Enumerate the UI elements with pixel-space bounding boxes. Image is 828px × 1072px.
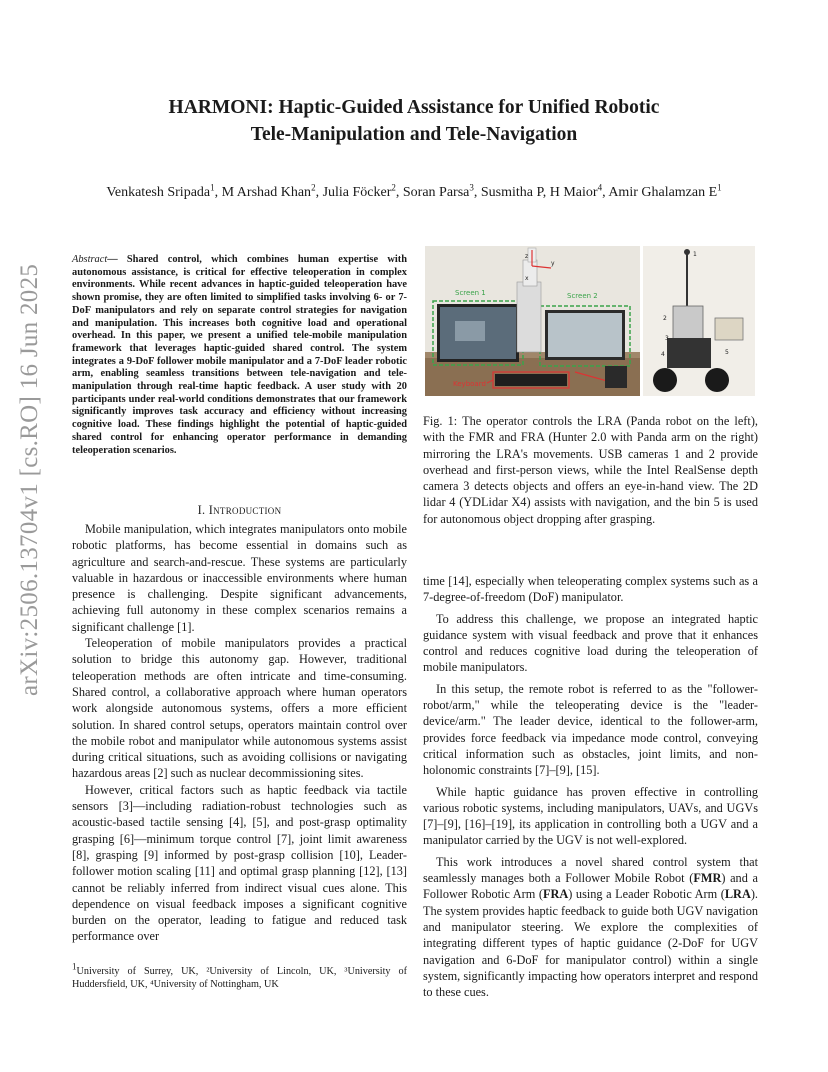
author-name: M Arshad Khan <box>221 185 312 200</box>
affiliation-mark: 1 <box>717 182 722 193</box>
setup-illustration <box>425 246 755 396</box>
term-fra: FRA <box>542 887 569 902</box>
figure-1-photo <box>425 246 755 396</box>
affiliation-mark: 1 <box>72 961 77 972</box>
affiliation-mark: 3 <box>469 182 474 193</box>
affiliations-footnote <box>72 961 407 991</box>
axis-y-label: y <box>551 260 555 267</box>
paragraph: Teleoperation of mobile manipulators provides a practical solution to bridge this autonomy gap. However, traditional teleoperation methods are often intricate and time-consuming. Shared control, a collaborative approach where human operators work alongside autonomous systems, offers a more efficient solution. In shared control setups, operators maintain control over the mobile robot and manipulator while autonomous systems assist during critical situations, such as avoiding collisions or navigating hazardous areas [2] such as nuclear decommissioning sites. <box>72 636 407 781</box>
keyboard-label: Keyboard <box>453 380 486 388</box>
marker-3: 3 <box>665 335 669 342</box>
figure-1-caption: Fig. 1: The operator controls the LRA (Panda robot on the left), with the FMR and FRA (Hunter 2.0 with Panda arm on the right) mirroring the LRA's movements. USB cameras 1 and 2 provide overhead and first-person views, while the Intel RealSense depth camera 3 detects objects and offers an eye-in-hand view. The 2D lidar 4 (YDLidar X4) assists with navigation, and the bin 5 is used for autonomous object dropping after grasping. <box>423 414 758 526</box>
marker-4: 4 <box>661 351 665 358</box>
abstract: Abstract— Shared control, which combines human expertise with autonomous assistance, is critical for effective teleoperation in complex environments. While recent advances in haptic-guided teleoperation have shown promise, they are often limited to simplified tasks involving 6- or 7-DoF manipulators and rely on separate control strategies for navigation and manipulation. This increases both cognitive load and operational overhead. In this paper, we present a unified tele-mobile manipulation framework that leverages haptic-guided shared control. The system integrates a 9-DoF follower mobile manipulator and a 7-DoF leader robotic arm, enabling seamless transitions between tele-navigation and tele-manipulation through real-time haptic feedback. A user study with 20 participants under real-world conditions demonstrates that our framework significantly improves task accuracy and efficiency without increasing cognitive load. These findings highlight the potential of haptic-guided shared control for enhancing operator performance in demanding teleoperation scenarios. <box>72 254 407 456</box>
introduction-body <box>72 521 407 945</box>
author-name: Venkatesh Sripada <box>106 185 211 200</box>
marker-5: 5 <box>725 349 729 356</box>
paper-title <box>100 94 728 148</box>
affiliation-mark: 4 <box>597 182 603 193</box>
screen-1-label: Screen 1 <box>455 289 486 297</box>
axis-x-label: x <box>525 275 529 282</box>
axis-z-label: z <box>525 253 529 260</box>
affiliation-mark: 2 <box>391 182 396 193</box>
paragraph: To address this challenge, we propose an integrated haptic guidance system with visual feedback and prove that it enhances control and reduces cognitive load during the teleoperation of mobile manipulators. <box>423 611 758 675</box>
section-heading <box>72 503 407 518</box>
marker-1: 1 <box>693 251 697 258</box>
abstract-text: Shared control, which combines human expertise with autonomous assistance, is critical for effective teleoperation in complex environments. While recent advances in haptic-guided teleoperation have shown promise, they are often limited to simplified tasks involving 6- or 7-DoF manipulators and rely on separate control strategies for navigation and manipulation. This increases both cognitive load and operational overhead. In this paper, we present a unified tele-mobile manipulation framework that leverages haptic-guided shared control. The system integrates a 9-DoF follower mobile manipulator and a 7-DoF leader robotic arm, enabling seamless transitions between tele-navigation and tele-manipulation through real-time haptic feedback. A user study with 20 participants under real-world conditions demonstrates that our framework significantly improves task accuracy and efficiency without increasing cognitive load. These findings highlight the potential of haptic-guided shared control for enhancing operator performance in demanding teleoperation scenarios. <box>72 254 407 456</box>
paragraph: While haptic guidance has proven effective in controlling various robotic systems, including manipulators, UAVs, and UGVs [7]–[9], [16]–[19], its application in controlling both a UGV and a manipulator carried by the UGV is not well-explored. <box>423 784 758 848</box>
marker-2: 2 <box>663 315 667 322</box>
term-lra: LRA <box>724 887 751 902</box>
title-line-1: HARMONI: Haptic-Guided Assistance for Unified Robotic <box>168 97 660 118</box>
arxiv-stamp: arXiv:2506.13704v1 [cs.RO] 16 Jun 2025 <box>16 263 43 697</box>
author-name: Susmitha P, H Maior <box>480 185 598 200</box>
section-number: I. <box>197 503 206 517</box>
screen-2-label: Screen 2 <box>567 292 598 300</box>
paragraph: This work introduces a novel shared control system that seamlessly manages both a Follower Mobile Robot (FMR) and a Follower Robotic Arm (FRA) using a Leader Robotic Arm (LRA). The system provides haptic feedback to guide both UGV navigation and manipulator steering. We explore the complexities of integrating different types of haptic guidance (2-DoF for UGV navigation and 6-DoF for manipulator control) within a single system, significantly impacting how operators interpret and respond to these cues. <box>423 854 758 1000</box>
affiliation-mark: 2 <box>311 182 316 193</box>
author-list: Venkatesh Sripada$^1$, M Arshad Khan$^2$, Julia Föcker$^2$, Soran Parsa$^3$, Susmitha P, H Maior$^4$, Amir Ghalamzan $E^1$ <box>106 182 722 200</box>
section-title: Introduction <box>208 503 282 517</box>
term-fmr: FMR <box>693 871 722 886</box>
paragraph: However, critical factors such as haptic feedback via tactile sensors [3]—including radiation-robust technologies such as acoustic-based tactile sensing [4], [5], and post-grasp optimality grasping [6]—minimum torque control [7], joint limit awareness [8], grasping [9] informed by post-grasp collision [10], Leader-follower motion scaling [11] and optimal grasp planning [12], [13] cannot be reliably inferred from indirect visual cues alone. This dependence on visual feedback imposes a significant cognitive burden on the operator, leading to fatigue and reduced task performance over <box>72 782 407 944</box>
paragraph: In this setup, the remote robot is referred to as the "follower-robot/arm," while the teleoperating device is the "leader-device/arm." The leader device, identical to the follower-arm, provides force feedback via impedance mode control, conveying critical information such as obstacles, joint limits, and non-holonomic constraints [7]–[9], [15]. <box>423 681 758 778</box>
abstract-label: Abstract <box>72 254 108 265</box>
introduction-body-continued <box>423 573 758 1005</box>
author-name: Amir Ghalamzan E <box>608 185 718 200</box>
footnote-text: University of Surrey, UK, ²University of Lincoln, UK, ³University of Huddersfield, UK, ⁴University of Nottingham, UK <box>72 966 407 990</box>
author-name: Soran Parsa <box>402 185 470 200</box>
paragraph: time [14], especially when teleoperating complex systems such as a 7-degree-of-freedom (DoF) manipulator. <box>423 574 758 605</box>
affiliation-mark: 1 <box>210 182 215 193</box>
author-name: Julia Föcker <box>322 185 392 200</box>
title-line-2: Tele-Manipulation and Tele-Navigation <box>250 124 578 145</box>
paragraph: Mobile manipulation, which integrates manipulators onto mobile robotic platforms, has become essential in domains such as agriculture and search-and-rescue. These systems are particularly valuable in hazardous or inaccessible environments where human presence is challenging. Despite significant advancements, achieving full autonomy in these complex scenarios remains a significant challenge [1]. <box>72 522 407 634</box>
